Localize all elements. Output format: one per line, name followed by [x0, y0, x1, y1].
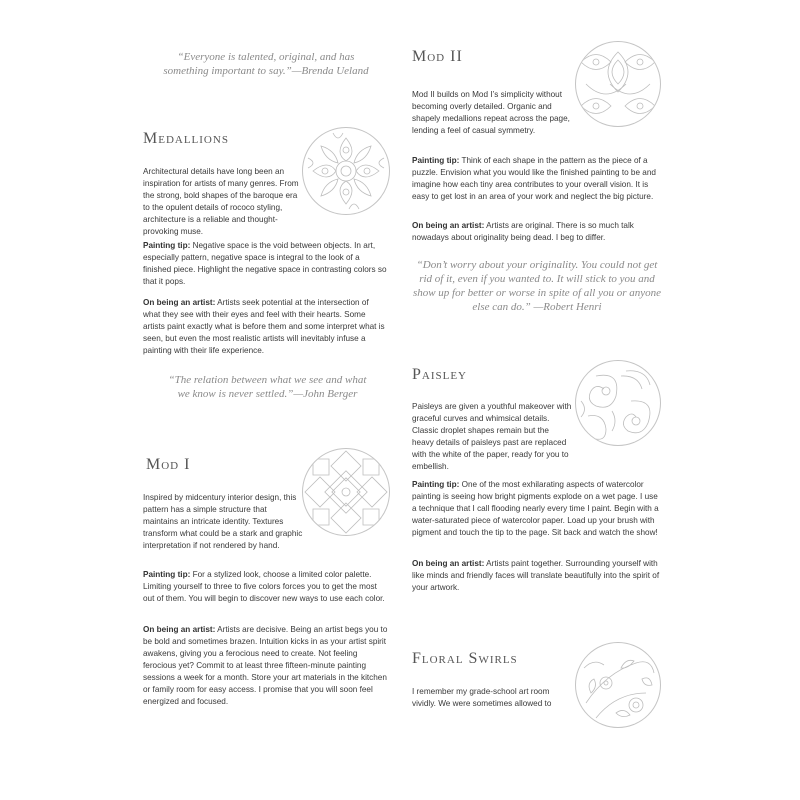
- mod-two-intro: Mod II builds on Mod I’s simplicity without becoming overly detailed. Organic and shapely medallions repeat across the page, lending a feel of casual symmetry.: [412, 90, 570, 135]
- tip-text: One of the most exhilarating aspects of watercolor painting is seeing how bright pigments explode on a wet page. I use a technique that I call flooding nearly every time I paint. Begin with a water-saturated piece of watercolor paper. Load up your brush with pigment and touch the tip to the page. Sit back and watch the show!: [412, 480, 659, 537]
- artist-label: On being an artist:: [143, 625, 216, 634]
- floral-swirls-intro: I remember my grade-school art room vividly. We were sometimes allowed to: [412, 687, 552, 708]
- mod-two-heading: Mod II: [412, 48, 463, 65]
- mod-one-being-artist: [143, 624, 388, 708]
- berger-quote: “The relation between what we see and what we know is never settled.”—John Berger: [168, 374, 367, 400]
- artist-label: On being an artist:: [412, 221, 485, 230]
- tip-label: Painting tip:: [143, 570, 191, 579]
- mod-one-painting-tip: [143, 569, 388, 605]
- medallion-floral-swirls-icon: [575, 642, 661, 728]
- artist-text: Artists are original. There is so much talk nowadays about originality being dead. I beg to differ.: [412, 221, 634, 242]
- tip-text: Think of each shape in the pattern as the piece of a puzzle. Envision what you would like the finished painting to be and imagine how each tiny area contributes to your overall vision. It is easy to get lost in an area of your work and neglect the big picture.: [412, 156, 656, 201]
- medallion-mod-two-icon: [575, 41, 661, 127]
- tip-text: Negative space is the void between objects. In art, especially pattern, negative space is integral to the look of a finished piece. Highlight the negative space in contrasting colors so that it pops.: [143, 241, 387, 286]
- paisley-painting-tip: [412, 479, 662, 539]
- medallion-mod-one-icon: [302, 448, 390, 536]
- floral-swirls-heading: Floral Swirls: [412, 650, 518, 667]
- mod-one-intro: Inspired by midcentury interior design, this pattern has a simple structure that maintains an intricate identity. Textures transform what could be a stark and graphic interpretation if not rendered by hand.: [143, 493, 303, 550]
- tip-label: Painting tip:: [412, 156, 460, 165]
- mod-one-heading: Mod I: [146, 456, 191, 473]
- medallions-intro: Architectural details have long been an inspiration for artists of many genres. From the strong, bold shapes of the baroque era to the opulent details of rococo styling, architecture is a reliable and thought-provoking muse.: [143, 167, 299, 236]
- artist-text: Artists paint together. Surrounding yourself with like minds and friendly faces will translate beautifully into the spirit of your artwork.: [412, 559, 660, 592]
- tip-label: Painting tip:: [412, 480, 460, 489]
- artist-text: Artists are decisive. Being an artist begs you to be bold and sometimes brazen. Intuition kicks in as your artist spirit awakens, giving you a ferocious need to create. Not feeling ferocious yet? Commit to at least three fifteen-minute painting sessions a week for a month. Store your art materials in the kitchen or family room for easy access. I promise that you will soon feel energized and focused.: [143, 625, 388, 706]
- mod-two-being-artist: [412, 220, 662, 244]
- artist-text: Artists seek potential at the intersection of what they see with their eyes and feel with their hearts. Some artists paint exactly what is before them and some interpret what is seen, but even the most realistic artists will inevitably infuse a painting with their life experience.: [143, 298, 385, 355]
- paisley-heading: Paisley: [412, 366, 468, 383]
- medallions-heading: Medallions: [143, 130, 229, 147]
- medallions-being-artist: [143, 297, 388, 357]
- paisley-intro: Paisleys are given a youthful makeover with graceful curves and whimsical details. Classic droplet shapes remain but the heavy details of paisleys past are replaced with the white of the paper, ready for you to embellish.: [412, 402, 572, 471]
- tip-label: Painting tip:: [143, 241, 191, 250]
- mod-two-painting-tip: [412, 155, 662, 203]
- artist-label: On being an artist:: [143, 298, 216, 307]
- top-quote: “Everyone is talented, original, and has something important to say.”—Brenda Ueland: [163, 51, 369, 77]
- medallions-painting-tip: [143, 240, 388, 288]
- medallion-architectural-icon: [302, 127, 390, 215]
- tip-text: For a stylized look, choose a limited color palette. Limiting yourself to three to five colors forces you to get the most out of them. You will begin to discover new ways to use each color.: [143, 570, 385, 603]
- medallion-paisley-icon: [575, 360, 661, 446]
- artist-label: On being an artist:: [412, 559, 485, 568]
- paisley-being-artist: [412, 558, 662, 594]
- henri-quote: “Don’t worry about your originality. You could not get rid of it, even if you wanted to. It will stick to you and show up for better or worse in spite of all you or anyone else can do.” —Robert Henri: [412, 259, 662, 313]
